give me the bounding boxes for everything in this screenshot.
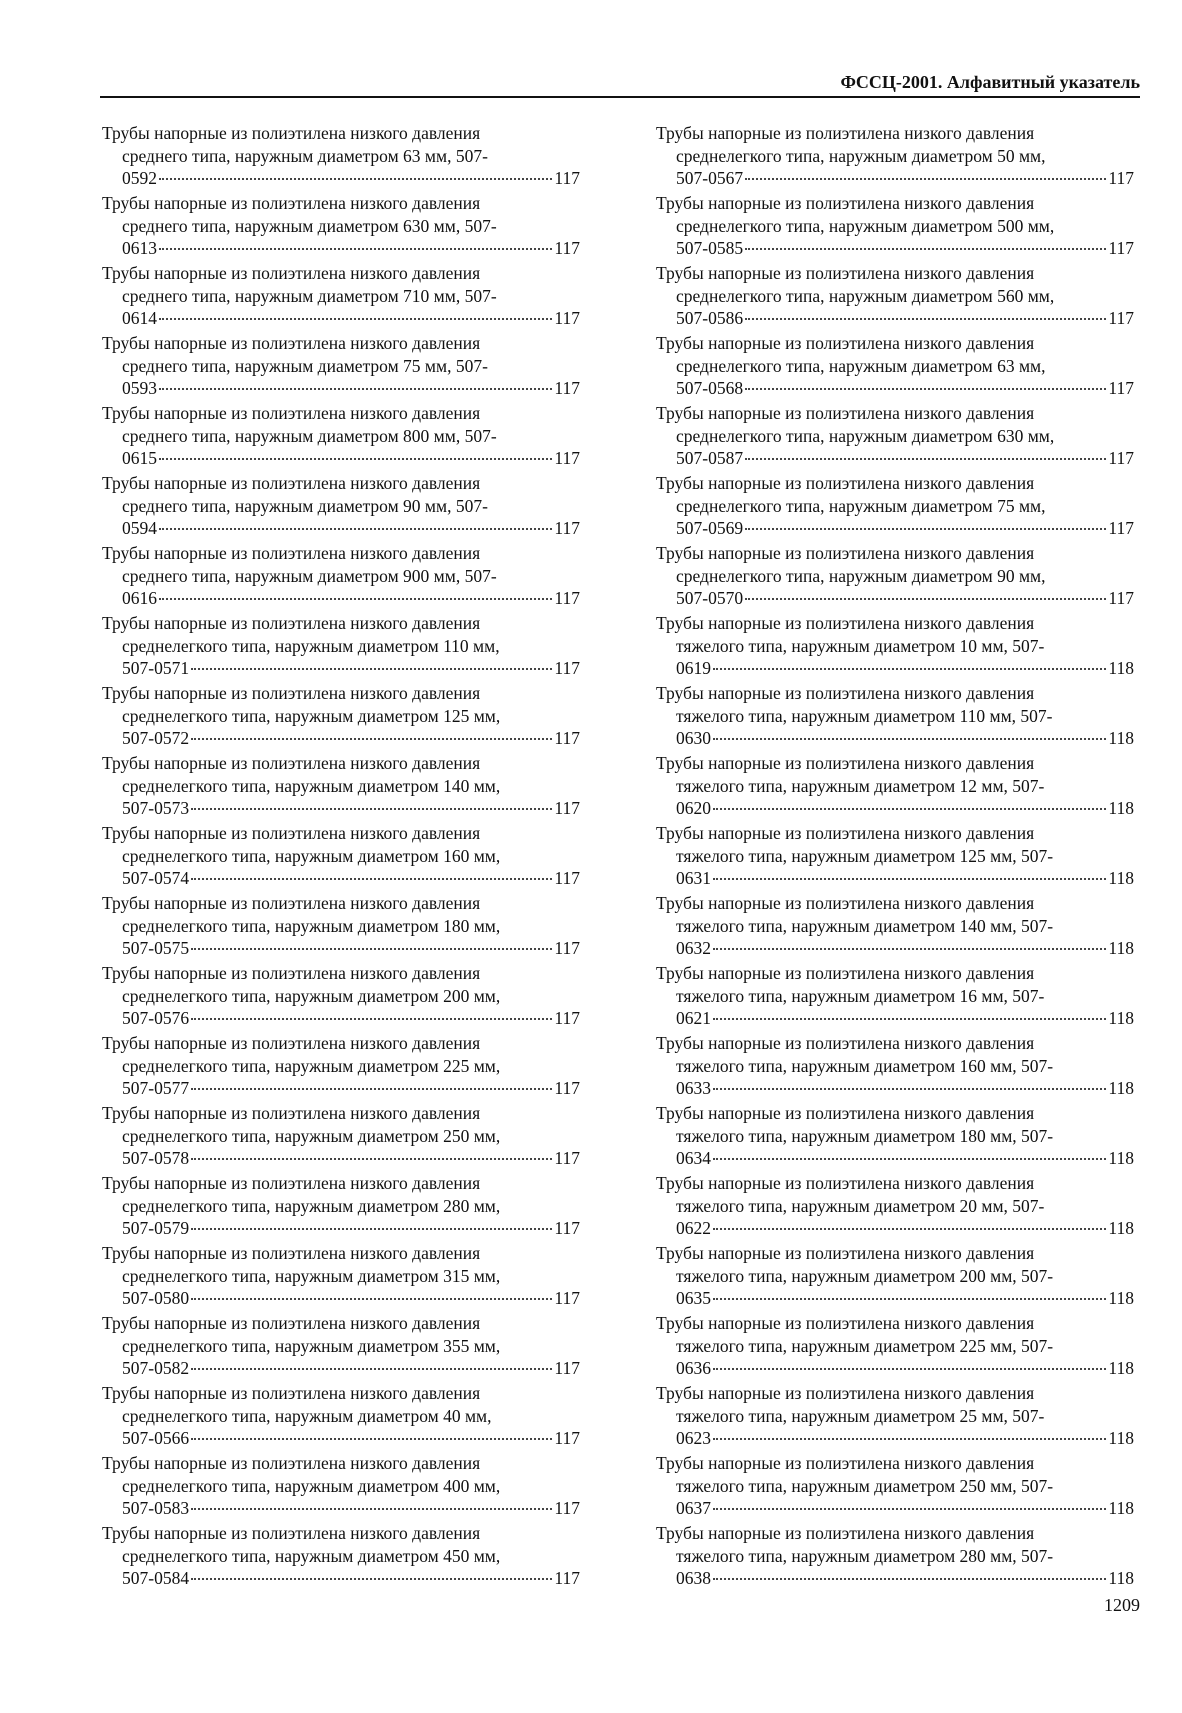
dot-leader [713, 668, 1106, 670]
index-entry-line-2: тяжелого типа, наружным диаметром 200 мм, 507- [676, 1265, 1054, 1286]
index-entry [656, 752, 1134, 822]
index-entry-line-1: Трубы напорные из полиэтилена низкого давления [102, 1103, 481, 1123]
dot-leader [713, 878, 1106, 880]
dot-leader [159, 598, 552, 600]
index-entry-page-ref: 117 [554, 168, 580, 188]
index-entry [656, 962, 1134, 1032]
index-entry-line-2: среднего типа, наружным диаметром 63 мм, 507- [122, 145, 488, 166]
index-entry-code: 0614 [122, 308, 157, 328]
index-entry-ref-line [656, 1497, 1134, 1520]
dot-leader [191, 1088, 552, 1090]
index-entry-ref-line [102, 237, 580, 260]
index-entry-line-1: Трубы напорные из полиэтилена низкого давления [656, 123, 1035, 143]
index-entry-line-1: Трубы напорные из полиэтилена низкого давления [102, 1173, 481, 1193]
index-entry-ref-line [656, 1567, 1134, 1590]
index-entry [656, 1172, 1134, 1242]
index-entry-line-2: тяжелого типа, наружным диаметром 110 мм, 507- [676, 705, 1053, 726]
index-entry-code: 0630 [676, 728, 711, 748]
index-entry-line-1: Трубы напорные из полиэтилена низкого давления [102, 333, 481, 353]
index-entry-line-1: Трубы напорные из полиэтилена низкого давления [656, 1243, 1035, 1263]
index-entry-line-1: Трубы напорные из полиэтилена низкого давления [102, 683, 481, 703]
index-entry-code: 507-0582 [122, 1358, 190, 1378]
index-entry-ref-line [102, 1077, 580, 1100]
index-entry-line-2: среднего типа, наружным диаметром 90 мм, 507- [122, 495, 488, 516]
index-entry-line-1: Трубы напорные из полиэтилена низкого давления [656, 1173, 1035, 1193]
index-entry [102, 1312, 580, 1382]
index-entry-line-2: среднелегкого типа, наружным диаметром 450 мм, [122, 1545, 501, 1566]
index-entry-line-1: Трубы напорные из полиэтилена низкого давления [656, 333, 1035, 353]
index-entry-code: 0592 [122, 168, 157, 188]
index-entry-page-ref: 118 [1108, 1148, 1134, 1168]
index-entry-page-ref: 117 [1108, 448, 1134, 468]
index-entry-line-2: среднелегкого типа, наружным диаметром 250 мм, [122, 1125, 501, 1146]
index-entry-page-ref: 118 [1108, 1358, 1134, 1378]
index-entry [102, 682, 580, 752]
index-entry-line-2: тяжелого типа, наружным диаметром 140 мм, 507- [676, 915, 1054, 936]
index-entry [102, 122, 580, 192]
index-entry-code: 0633 [676, 1078, 711, 1098]
index-entry-code: 507-0567 [676, 168, 744, 188]
index-entry-page-ref: 118 [1108, 868, 1134, 888]
index-entry-page-ref: 117 [1108, 378, 1134, 398]
index-entry-page-ref: 117 [554, 378, 580, 398]
index-column-right [656, 122, 1134, 1592]
index-entry-line-2: среднелегкого типа, наружным диаметром 90 мм, [676, 565, 1046, 586]
index-entry-ref-line [656, 727, 1134, 750]
index-entry-line-2: среднелегкого типа, наружным диаметром 40 мм, [122, 1405, 492, 1426]
index-entry-code: 507-0573 [122, 798, 190, 818]
index-entry-line-2: среднего типа, наружным диаметром 75 мм, 507- [122, 355, 488, 376]
dot-leader [745, 248, 1106, 250]
index-entry-code: 507-0566 [122, 1428, 190, 1448]
index-entry-line-2: тяжелого типа, наружным диаметром 10 мм, 507- [676, 635, 1045, 656]
index-entry-line-1: Трубы напорные из полиэтилена низкого давления [102, 613, 481, 633]
index-entry-line-1: Трубы напорные из полиэтилена низкого давления [656, 1033, 1035, 1053]
index-entry-line-2: тяжелого типа, наружным диаметром 16 мм, 507- [676, 985, 1045, 1006]
index-entry [102, 472, 580, 542]
index-entry-ref-line [102, 517, 580, 540]
index-entry-code: 507-0583 [122, 1498, 190, 1518]
index-entry-line-2: среднелегкого типа, наружным диаметром 500 мм, [676, 215, 1055, 236]
index-entry-code: 507-0572 [122, 728, 190, 748]
index-entry [102, 1452, 580, 1522]
index-entry-ref-line [656, 657, 1134, 680]
index-entry [656, 542, 1134, 612]
index-entry-code: 507-0574 [122, 868, 190, 888]
index-entry-line-1: Трубы напорные из полиэтилена низкого давления [656, 963, 1035, 983]
index-entry-code: 507-0568 [676, 378, 744, 398]
index-entry-line-1: Трубы напорные из полиэтилена низкого давления [656, 1103, 1035, 1123]
index-entry-line-2: среднелегкого типа, наружным диаметром 280 мм, [122, 1195, 501, 1216]
index-entry [656, 1382, 1134, 1452]
index-entry-page-ref: 117 [554, 448, 580, 468]
index-entry-ref-line [102, 1357, 580, 1380]
index-entry [102, 822, 580, 892]
index-entry-page-ref: 118 [1108, 1428, 1134, 1448]
index-entry-line-2: среднелегкого типа, наружным диаметром 50 мм, [676, 145, 1046, 166]
index-entry [656, 1452, 1134, 1522]
index-entry-ref-line [656, 1427, 1134, 1450]
index-entry [656, 192, 1134, 262]
index-entry-code: 0635 [676, 1288, 711, 1308]
index-entry-page-ref: 118 [1108, 658, 1134, 678]
index-entry-line-2: тяжелого типа, наружным диаметром 225 мм, 507- [676, 1335, 1054, 1356]
dot-leader [191, 738, 552, 740]
dot-leader [159, 178, 552, 180]
index-entry-page-ref: 117 [554, 518, 580, 538]
index-entry-ref-line [656, 1077, 1134, 1100]
index-entry-line-1: Трубы напорные из полиэтилена низкого давления [656, 613, 1035, 633]
index-entry-code: 0638 [676, 1568, 711, 1588]
index-entry [656, 472, 1134, 542]
index-entry [656, 332, 1134, 402]
dot-leader [191, 878, 552, 880]
dot-leader [713, 1158, 1106, 1160]
dot-leader [159, 528, 552, 530]
dot-leader [191, 1578, 552, 1580]
index-entry-line-1: Трубы напорные из полиэтилена низкого давления [656, 1453, 1035, 1473]
index-entry-ref-line [656, 1217, 1134, 1240]
index-entry-line-2: среднелегкого типа, наружным диаметром 160 мм, [122, 845, 501, 866]
page-number: 1209 [1104, 1595, 1140, 1615]
index-entry [656, 402, 1134, 472]
index-entry-ref-line [102, 167, 580, 190]
dot-leader [191, 1018, 552, 1020]
index-entry-page-ref: 117 [1108, 308, 1134, 328]
index-entry-ref-line [102, 1427, 580, 1450]
index-entry-page-ref: 117 [554, 588, 580, 608]
index-entry [102, 332, 580, 402]
index-entry-ref-line [656, 447, 1134, 470]
index-entry-ref-line [102, 1007, 580, 1030]
index-entry [102, 1102, 580, 1172]
index-entry-code: 507-0571 [122, 658, 190, 678]
index-column-left [102, 122, 580, 1592]
index-entry-ref-line [102, 307, 580, 330]
index-entry-ref-line [102, 1217, 580, 1240]
index-entry [102, 1032, 580, 1102]
index-entry-page-ref: 117 [554, 798, 580, 818]
index-entry-ref-line [656, 237, 1134, 260]
index-entry-ref-line [102, 657, 580, 680]
index-entry-line-1: Трубы напорные из полиэтилена низкого давления [656, 1383, 1035, 1403]
dot-leader [191, 808, 552, 810]
index-entry [656, 1312, 1134, 1382]
index-entry-line-2: среднелегкого типа, наружным диаметром 400 мм, [122, 1475, 501, 1496]
index-entry-line-2: тяжелого типа, наружным диаметром 125 мм, 507- [676, 845, 1054, 866]
index-entry-ref-line [656, 587, 1134, 610]
index-entry-code: 0619 [676, 658, 711, 678]
index-entry-page-ref: 117 [1108, 238, 1134, 258]
dot-leader [159, 318, 552, 320]
index-entry-page-ref: 117 [554, 938, 580, 958]
index-entry-ref-line [102, 727, 580, 750]
index-entry-ref-line [656, 167, 1134, 190]
index-entry-page-ref: 117 [1108, 168, 1134, 188]
index-entry-code: 507-0578 [122, 1148, 190, 1168]
index-entry-code: 507-0577 [122, 1078, 190, 1098]
index-entry-line-1: Трубы напорные из полиэтилена низкого давления [102, 963, 481, 983]
index-entry-page-ref: 117 [554, 1008, 580, 1028]
index-entry-line-2: среднелегкого типа, наружным диаметром 125 мм, [122, 705, 501, 726]
index-entry-code: 0620 [676, 798, 711, 818]
index-entry-ref-line [102, 937, 580, 960]
index-entry-page-ref: 117 [554, 728, 580, 748]
index-entry-page-ref: 117 [554, 238, 580, 258]
index-entry-code: 507-0576 [122, 1008, 190, 1028]
index-entry-page-ref: 117 [1108, 518, 1134, 538]
index-entry-line-1: Трубы напорные из полиэтилена низкого давления [102, 1313, 481, 1333]
index-entry [102, 1172, 580, 1242]
index-entry-line-2: тяжелого типа, наружным диаметром 250 мм, 507- [676, 1475, 1054, 1496]
index-entry-line-1: Трубы напорные из полиэтилена низкого давления [102, 543, 481, 563]
index-entry-ref-line [656, 517, 1134, 540]
index-entry-code: 0615 [122, 448, 157, 468]
running-head [100, 70, 1140, 98]
index-entry-line-1: Трубы напорные из полиэтилена низкого давления [102, 1243, 481, 1263]
index-entry-code: 0616 [122, 588, 157, 608]
index-entry-code: 507-0569 [676, 518, 744, 538]
dot-leader [713, 1018, 1106, 1020]
index-entry [102, 1382, 580, 1452]
index-entry-code: 0623 [676, 1428, 711, 1448]
index-entry-page-ref: 117 [554, 1568, 580, 1588]
index-entry-line-2: среднелегкого типа, наружным диаметром 110 мм, [122, 635, 500, 656]
index-entry-code: 507-0587 [676, 448, 744, 468]
index-entry-line-2: среднего типа, наружным диаметром 710 мм, 507- [122, 285, 497, 306]
index-entry-ref-line [102, 1287, 580, 1310]
index-entry-code: 0593 [122, 378, 157, 398]
index-entry-page-ref: 118 [1108, 1498, 1134, 1518]
index-entry-page-ref: 117 [554, 308, 580, 328]
index-entry-code: 0637 [676, 1498, 711, 1518]
dot-leader [713, 1088, 1106, 1090]
index-entry-line-1: Трубы напорные из полиэтилена низкого давления [656, 1523, 1035, 1543]
dot-leader [713, 1298, 1106, 1300]
running-head-title: ФССЦ-2001. Алфавитный указатель [840, 72, 1140, 92]
index-entry-ref-line [102, 447, 580, 470]
index-entry-ref-line [656, 867, 1134, 890]
index-entry-line-2: среднего типа, наружным диаметром 800 мм, 507- [122, 425, 497, 446]
index-entry-page-ref: 118 [1108, 1078, 1134, 1098]
dot-leader [713, 1368, 1106, 1370]
index-entry-ref-line [102, 1497, 580, 1520]
index-entry-line-1: Трубы напорные из полиэтилена низкого давления [102, 823, 481, 843]
index-entry-code: 507-0570 [676, 588, 744, 608]
index-entry-line-2: тяжелого типа, наружным диаметром 160 мм, 507- [676, 1055, 1054, 1076]
index-entry-ref-line [656, 1007, 1134, 1030]
index-entry-line-1: Трубы напорные из полиэтилена низкого давления [656, 893, 1035, 913]
index-entry-line-2: среднелегкого типа, наружным диаметром 225 мм, [122, 1055, 501, 1076]
dot-leader [713, 1578, 1106, 1580]
index-entry-line-1: Трубы напорные из полиэтилена низкого давления [102, 403, 481, 423]
index-entry [102, 962, 580, 1032]
index-entry-line-2: среднелегкого типа, наружным диаметром 560 мм, [676, 285, 1055, 306]
index-entry-page-ref: 118 [1108, 798, 1134, 818]
index-entry-ref-line [656, 937, 1134, 960]
index-entry [656, 892, 1134, 962]
dot-leader [191, 668, 552, 670]
index-entry-line-2: среднелегкого типа, наружным диаметром 200 мм, [122, 985, 501, 1006]
index-entry-line-1: Трубы напорные из полиэтилена низкого давления [102, 263, 481, 283]
dot-leader [713, 1508, 1106, 1510]
index-entry-ref-line [656, 1357, 1134, 1380]
dot-leader [191, 1508, 552, 1510]
index-entry-line-1: Трубы напорные из полиэтилена низкого давления [102, 1033, 481, 1053]
index-entry-code: 0632 [676, 938, 711, 958]
index-entry [656, 1032, 1134, 1102]
index-entry-ref-line [102, 867, 580, 890]
index-entry-line-1: Трубы напорные из полиэтилена низкого давления [102, 1383, 481, 1403]
index-entry-ref-line [656, 797, 1134, 820]
index-entry-line-2: среднелегкого типа, наружным диаметром 63 мм, [676, 355, 1046, 376]
index-entry-page-ref: 117 [554, 868, 580, 888]
index-entry [656, 822, 1134, 892]
index-entry [656, 1522, 1134, 1592]
index-entry-line-1: Трубы напорные из полиэтилена низкого давления [102, 893, 481, 913]
index-entry-page-ref: 118 [1108, 728, 1134, 748]
index-entry-line-2: тяжелого типа, наружным диаметром 20 мм, 507- [676, 1195, 1045, 1216]
index-entry-code: 0636 [676, 1358, 711, 1378]
index-entry-page-ref: 117 [554, 1218, 580, 1238]
index-entry-line-2: среднелегкого типа, наружным диаметром 180 мм, [122, 915, 501, 936]
index-entry-line-2: среднелегкого типа, наружным диаметром 315 мм, [122, 1265, 501, 1286]
index-entry-page-ref: 117 [554, 1148, 580, 1168]
index-entry-line-2: тяжелого типа, наружным диаметром 280 мм, 507- [676, 1545, 1054, 1566]
index-entry-code: 0622 [676, 1218, 711, 1238]
index-entry-ref-line [656, 377, 1134, 400]
dot-leader [191, 1158, 552, 1160]
index-entry-line-1: Трубы напорные из полиэтилена низкого давления [102, 1453, 481, 1473]
index-entry-code: 507-0584 [122, 1568, 190, 1588]
index-entry-line-2: среднелегкого типа, наружным диаметром 630 мм, [676, 425, 1055, 446]
index-entry-line-2: среднего типа, наружным диаметром 630 мм, 507- [122, 215, 497, 236]
index-entry-code: 0613 [122, 238, 157, 258]
index-entry-line-2: тяжелого типа, наружным диаметром 25 мм, 507- [676, 1405, 1045, 1426]
index-entry-ref-line [102, 1567, 580, 1590]
index-entry-line-1: Трубы напорные из полиэтилена низкого давления [656, 543, 1035, 563]
index-entry [102, 1522, 580, 1592]
index-entry-line-1: Трубы напорные из полиэтилена низкого давления [656, 823, 1035, 843]
index-entry-line-1: Трубы напорные из полиэтилена низкого давления [656, 683, 1035, 703]
dot-leader [713, 738, 1106, 740]
index-entry-ref-line [656, 307, 1134, 330]
dot-leader [191, 1298, 552, 1300]
index-entry-line-2: среднелегкого типа, наружным диаметром 140 мм, [122, 775, 501, 796]
index-entry-line-1: Трубы напорные из полиэтилена низкого давления [102, 193, 481, 213]
index-entry-page-ref: 118 [1108, 1568, 1134, 1588]
index-entry [102, 752, 580, 822]
index-entry-page-ref: 118 [1108, 1288, 1134, 1308]
index-entry-code: 0594 [122, 518, 157, 538]
index-entry-line-1: Трубы напорные из полиэтилена низкого давления [656, 753, 1035, 773]
index-entry [102, 892, 580, 962]
index-entry-code: 0631 [676, 868, 711, 888]
index-entry-line-2: среднего типа, наружным диаметром 900 мм, 507- [122, 565, 497, 586]
index-entry-page-ref: 117 [1108, 588, 1134, 608]
index-entry [656, 612, 1134, 682]
index-entry-page-ref: 117 [554, 658, 580, 678]
dot-leader [745, 528, 1106, 530]
index-entry-line-1: Трубы напорные из полиэтилена низкого давления [102, 123, 481, 143]
dot-leader [191, 1438, 552, 1440]
dot-leader [745, 598, 1106, 600]
index-entry-code: 507-0579 [122, 1218, 190, 1238]
index-entry-line-1: Трубы напорные из полиэтилена низкого давления [656, 193, 1035, 213]
index-entry [102, 612, 580, 682]
index-entry-line-2: среднелегкого типа, наружным диаметром 75 мм, [676, 495, 1046, 516]
index-entry-code: 0621 [676, 1008, 711, 1028]
index-entry-line-1: Трубы напорные из полиэтилена низкого давления [656, 473, 1035, 493]
index-entry-page-ref: 117 [554, 1078, 580, 1098]
dot-leader [745, 458, 1106, 460]
index-entry [102, 542, 580, 612]
dot-leader [745, 388, 1106, 390]
dot-leader [191, 1368, 552, 1370]
index-entry-line-1: Трубы напорные из полиэтилена низкого давления [656, 263, 1035, 283]
index-entry-ref-line [656, 1287, 1134, 1310]
dot-leader [159, 458, 552, 460]
dot-leader [745, 318, 1106, 320]
index-entry [656, 682, 1134, 752]
index-entry-page-ref: 118 [1108, 1218, 1134, 1238]
dot-leader [713, 1438, 1106, 1440]
index-entry-page-ref: 117 [554, 1288, 580, 1308]
dot-leader [745, 178, 1106, 180]
index-entry-line-2: среднелегкого типа, наружным диаметром 355 мм, [122, 1335, 501, 1356]
index-entry-page-ref: 117 [554, 1498, 580, 1518]
index-entry [102, 192, 580, 262]
index-entry-ref-line [656, 1147, 1134, 1170]
index-entry [102, 1242, 580, 1312]
dot-leader [713, 948, 1106, 950]
index-entry-code: 0634 [676, 1148, 711, 1168]
dot-leader [713, 1228, 1106, 1230]
dot-leader [159, 388, 552, 390]
index-entry-code: 507-0586 [676, 308, 744, 328]
index-entry-ref-line [102, 587, 580, 610]
index-entry-line-2: тяжелого типа, наружным диаметром 180 мм, 507- [676, 1125, 1054, 1146]
index-entry-ref-line [102, 797, 580, 820]
index-entry-line-1: Трубы напорные из полиэтилена низкого давления [102, 753, 481, 773]
index-entry [656, 1242, 1134, 1312]
index-entry [656, 122, 1134, 192]
index-entry-ref-line [102, 1147, 580, 1170]
index-entry-page-ref: 118 [1108, 938, 1134, 958]
index-entry-line-1: Трубы напорные из полиэтилена низкого давления [656, 1313, 1035, 1333]
dot-leader [191, 1228, 552, 1230]
index-entry-line-1: Трубы напорные из полиэтилена низкого давления [102, 1523, 481, 1543]
index-entry [102, 262, 580, 332]
index-entry [102, 402, 580, 472]
index-entry-page-ref: 118 [1108, 1008, 1134, 1028]
index-entry-code: 507-0585 [676, 238, 744, 258]
index-entry-code: 507-0575 [122, 938, 190, 958]
index-entry-page-ref: 117 [554, 1358, 580, 1378]
index-entry-ref-line [102, 377, 580, 400]
index-entry-line-1: Трубы напорные из полиэтилена низкого давления [656, 403, 1035, 423]
index-entry-code: 507-0580 [122, 1288, 190, 1308]
dot-leader [191, 948, 552, 950]
dot-leader [159, 248, 552, 250]
index-entry [656, 1102, 1134, 1172]
index-entry [656, 262, 1134, 332]
index-entry-page-ref: 117 [554, 1428, 580, 1448]
index-entry-line-1: Трубы напорные из полиэтилена низкого давления [102, 473, 481, 493]
index-entry-line-2: тяжелого типа, наружным диаметром 12 мм, 507- [676, 775, 1045, 796]
dot-leader [713, 808, 1106, 810]
